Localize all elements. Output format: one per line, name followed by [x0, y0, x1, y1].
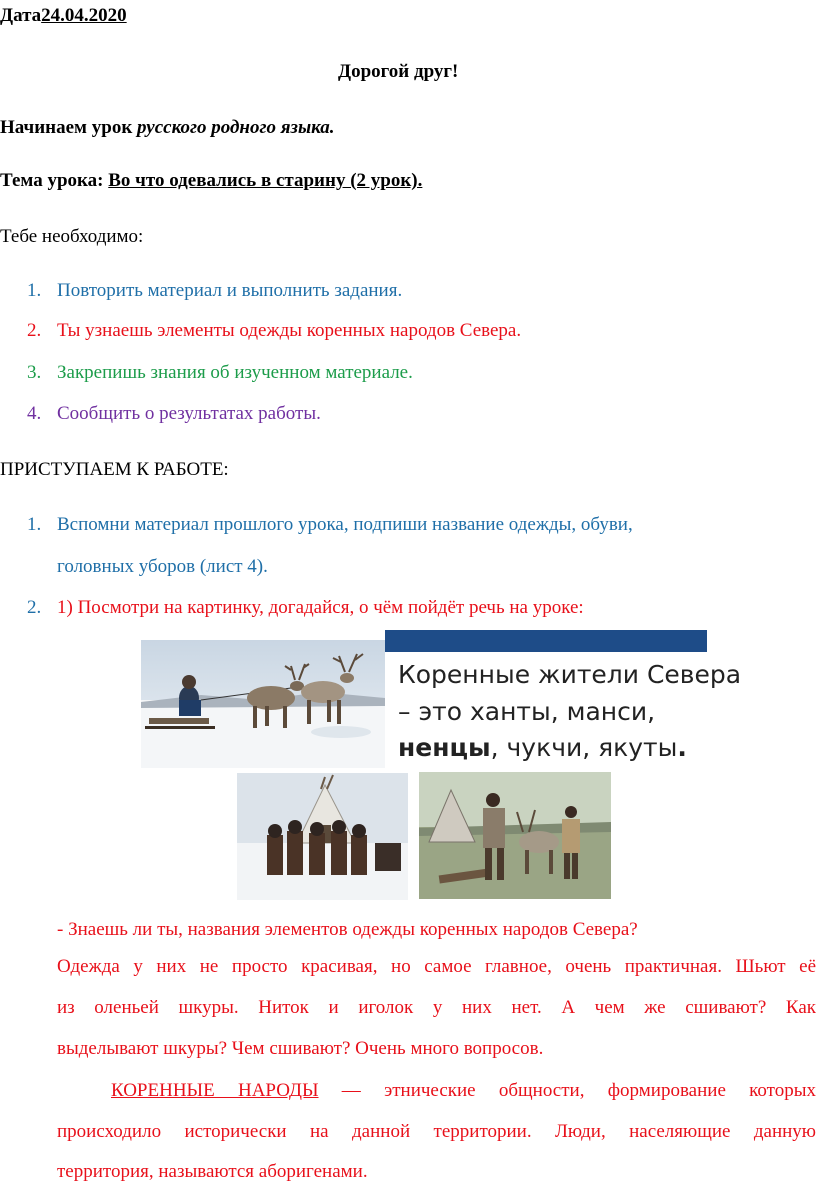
task-text-line1: 1) Посмотри на картинку, догадайся, о чём пойдёт речь на уроке: — [57, 597, 584, 618]
definition-line-1 — [111, 1079, 816, 1103]
goal-text: Закрепишь знания об изученном материале. — [57, 362, 413, 383]
goal-number: 1. — [27, 280, 42, 301]
task-number: 1. — [27, 514, 42, 535]
greeting — [338, 60, 458, 84]
date-line — [0, 4, 127, 28]
goal-text: Ты узнаешь элементы одежды коренных народов Севера. — [57, 320, 522, 341]
callout-top-bar — [385, 630, 707, 652]
task-item-1-cont: головных уборов (лист 4). — [57, 556, 268, 577]
callout-line-2: – это ханты, манси, — [398, 697, 656, 726]
work-heading: ПРИСТУПАЕМ К РАБОТЕ: — [0, 459, 229, 480]
callout-line-3-rest: , чукчи, якуты — [490, 733, 678, 762]
clothing-paragraph-line-2: из оленьей шкуры. Ниток и иголок у них нет. А чем же сшивают? Как — [57, 997, 816, 1018]
reindeer-sled-photo — [141, 640, 385, 768]
lesson-start: Начинаем урок — [0, 117, 138, 138]
callout-line-3 — [398, 733, 687, 762]
goal-number: 2. — [27, 320, 42, 341]
definition-line-2: происходило исторически на данной территории. Люди, населяющие данную — [57, 1121, 816, 1142]
question-text: - Знаешь ли ты, названия элементов одежды коренных народов Севера? — [57, 919, 638, 940]
callout-dot: . — [677, 733, 687, 762]
goal-text: Повторить материал и выполнить задания. — [57, 280, 403, 301]
chum-people-illustration — [237, 773, 408, 900]
intro-text: Тебе необходимо: — [0, 226, 144, 247]
goal-item-4 — [27, 402, 321, 426]
goal-item-1 — [27, 279, 402, 303]
callout-line-1: Коренные жители Севера — [398, 660, 742, 689]
term-link[interactable]: КОРЕННЫЕ НАРОДЫ — [111, 1080, 319, 1101]
goal-text: Сообщить о результатах работы. — [57, 403, 321, 424]
clothing-paragraph-line-1: Одежда у них не просто красивая, но самое главное, очень практичная. Шьют её — [57, 956, 816, 977]
topic-value: Во что одевались в старину (2 урок). — [108, 170, 423, 191]
man-reindeer-photo — [419, 772, 611, 899]
definition-line-3: территория, называются аборигенами. — [57, 1161, 368, 1182]
task-item-2 — [27, 596, 584, 620]
date-label: Дата — [0, 5, 42, 26]
clothing-paragraph-line-3: выделывают шкуры? Чем сшивают? Очень много вопросов. — [57, 1038, 544, 1059]
man-reindeer-illustration — [419, 772, 611, 899]
goal-item-2 — [27, 319, 521, 343]
lesson-line — [0, 116, 335, 140]
task-text-line1: Вспомни материал прошлого урока, подпиши название одежды, обуви, — [57, 514, 633, 535]
chum-people-photo — [237, 773, 408, 900]
goal-number: 3. — [27, 362, 42, 383]
topic-line — [0, 169, 422, 193]
callout-bold-word: ненцы — [398, 733, 491, 762]
task-item-1 — [27, 513, 633, 537]
goal-item-3 — [27, 361, 413, 385]
definition-rest: — этнические общности, формирование которых — [318, 1080, 816, 1101]
lesson-subject: русского родного языка. — [137, 117, 335, 138]
goal-number: 4. — [27, 403, 42, 424]
reindeer-sled-illustration — [141, 640, 385, 768]
task-number: 2. — [27, 597, 42, 618]
greeting-text: Дорогой друг! — [338, 61, 459, 82]
topic-label: Тема урока: — [0, 170, 109, 191]
date-value: 24.04.2020 — [41, 5, 127, 26]
